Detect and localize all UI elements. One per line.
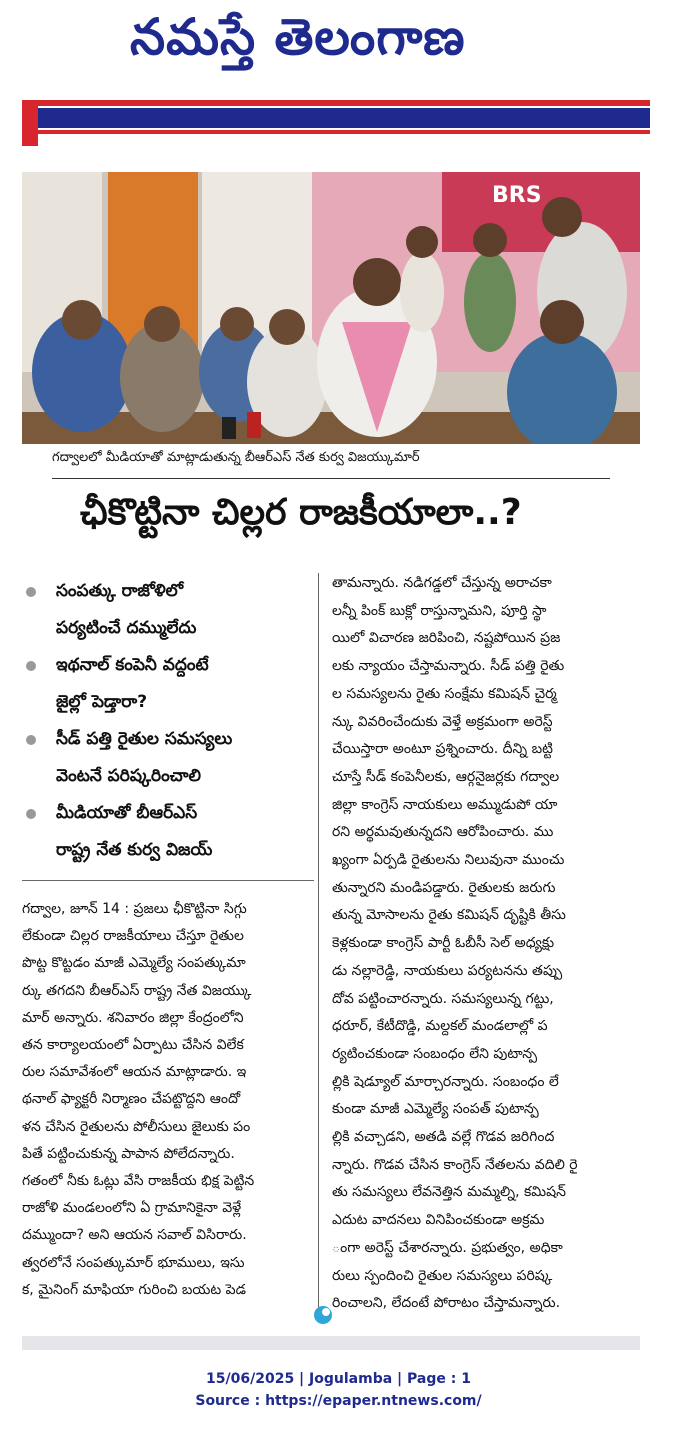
bullet-dot-icon xyxy=(26,587,36,597)
article-line: తున్న మోసాలను రైతు కమిషన్ దృష్టికి తీసు xyxy=(332,907,566,924)
column-divider xyxy=(318,573,319,1313)
article-line: పితే పట్టించుకున్న పాపాన పోలేదన్నారు. xyxy=(22,1145,235,1162)
article-line: డు నల్లారెడ్డి, నాయకులు పర్యటనను తప్పు xyxy=(332,962,563,979)
article-line: తామన్నారు. నడిగడ్డలో చేస్తున్న అరాచకా xyxy=(332,575,552,591)
highlight-item xyxy=(22,795,312,869)
article-line: రించాలని, లేదంటే పోరాటం చేస్తామన్నారు. xyxy=(332,1295,561,1312)
article-line: మార్ అన్నారు. శనివారం జిల్లా కేంద్రంలోని xyxy=(22,1009,244,1026)
article-line: జిల్లా కాంగ్రెస్ నాయకులు అమ్ముడుపో యా xyxy=(332,796,558,813)
highlight-line: ఇథనాల్ కంపెనీ వద్దంటే xyxy=(56,655,209,675)
article-line: తన కార్యాలయంలో ఏర్పాటు చేసిన విలేక xyxy=(22,1037,244,1054)
article-line: ంగా అరెస్ట్ చేశారన్నారు. ప్రభుత్వం, అధికా xyxy=(332,1239,563,1256)
masthead-blue-rule xyxy=(38,108,650,128)
highlight-line: వెంటనే పరిష్కరించాలి xyxy=(56,766,201,786)
footer xyxy=(0,1368,677,1412)
article-line: దమ్ముందా? అని ఆయన సవాల్ విసిరారు. xyxy=(22,1227,247,1244)
highlights-list xyxy=(22,573,312,869)
highlight-line: సంపత్కు రాజోళిలో xyxy=(56,581,184,601)
article-line: తున్నారని మండిపడ్డారు. రైతులకు జరుగు xyxy=(332,879,556,896)
article-line: లన్నీ పింక్ బుక్లో రాస్తున్నామని, పూర్తి స్థా xyxy=(332,602,547,619)
headline: ఛీకొట్టినా చిల్లర రాజకీయాలా..? xyxy=(80,492,522,533)
highlight-item xyxy=(22,721,312,795)
epaper-strip xyxy=(22,1336,640,1350)
article-line: కెళ్లకుండా కాంగ్రెస్ పార్టీ ఓబీసీ సెల్ అధ్యక్షు xyxy=(332,935,555,952)
newspaper-title: నమస్తే తెలంగాణ xyxy=(130,8,466,66)
article-line: ధరూర్, కేటీదొడ్డి, మల్దకల్ మండలాల్లో ప xyxy=(332,1018,548,1035)
bullet-dot-icon xyxy=(26,735,36,745)
bullet-dot-icon xyxy=(26,809,36,819)
article-line: ర్యటించకుండా సంబంధం లేని పుటాన్ప xyxy=(332,1045,538,1062)
article-line: థనాల్ ఫ్యాక్టరీ నిర్మాణం చేపట్టొద్దని ఆందో xyxy=(22,1091,241,1108)
article-line: ల్లికి వచ్చాడని, అతడి వల్లే గొడవ జరిగింద xyxy=(332,1129,555,1146)
article-line: రని అర్థమవుతున్నదని ఆరోపించారు. ము xyxy=(332,824,554,841)
article-line: కుండా మాజీ ఎమ్మెల్యే సంపత్ పుటాన్ప xyxy=(332,1101,539,1118)
highlights-divider xyxy=(22,880,314,881)
article-line: ళన చేసిన రైతులను పోలీసులు జైలుకు పం xyxy=(22,1118,251,1135)
highlight-line: రాష్ట్ర నేత కుర్వ విజయ్ xyxy=(56,840,213,860)
article-body-left xyxy=(22,896,314,1304)
article-line: చూస్తే సీడ్ కంపెనీలకు, ఆర్గనైజర్లకు గద్వాల xyxy=(332,768,560,785)
footer-edition-line: 15/06/2025 | Jogulamba | Page : 1 xyxy=(206,1371,471,1387)
caption-divider xyxy=(52,478,610,479)
article-line: దోవ పట్టించారన్నారు. సమస్యలున్న గట్టు, xyxy=(332,990,554,1007)
news-photo xyxy=(22,172,640,444)
article-line: ఎదుట వాదనలు వినిపించకుండా అక్రమ xyxy=(332,1212,545,1229)
article-line: న్నారు. గొడవ చేసిన కాంగ్రెస్ నేతలను వదిలి రై xyxy=(332,1156,578,1173)
ntnews-logo-icon xyxy=(312,1304,334,1326)
article-line: రాజోళి మండలంలోని ఏ గ్రామానికైనా వెళ్లే xyxy=(22,1200,242,1217)
masthead-red-corner xyxy=(22,100,38,146)
article-line: తు సమస్యలు లేవనెత్తిన మమ్మల్ని, కమిషన్ xyxy=(332,1184,566,1201)
article-line: లకు న్యాయం చేస్తామన్నారు. సీడ్ పత్తి రైతు xyxy=(332,658,565,675)
article-line: గద్వాల, జూన్ 14 : ప్రజలు ఛీకొట్టినా సిగ్గు xyxy=(22,901,247,917)
article-line: త్వరలోనే సంపత్కుమార్ భూములు, ఇసు xyxy=(22,1254,245,1271)
article-line: రుల సమావేశంలో ఆయన మాట్లాడారు. ఇ xyxy=(22,1064,247,1081)
highlight-line: జైల్లో పెడ్తారా? xyxy=(56,692,148,712)
highlight-item xyxy=(22,573,312,647)
highlight-item xyxy=(22,647,312,721)
article-line: న్కు వివరించేందుకు వెళ్తే అక్రమంగా అరెస్ట్ xyxy=(332,713,553,730)
article-line: యిలో విచారణ జరిపించి, నష్టపోయిన ప్రజ xyxy=(332,630,561,647)
masthead xyxy=(0,0,677,150)
highlight-line: పర్యటించే దమ్ములేదు xyxy=(56,618,197,638)
article-body-right xyxy=(332,570,638,1318)
masthead-red-rule-lower xyxy=(22,130,650,134)
article-line: రులు స్పందించి రైతుల సమస్యలు పరిష్క xyxy=(332,1267,553,1284)
masthead-red-rule xyxy=(22,100,650,106)
bullet-dot-icon xyxy=(26,661,36,671)
article-line: క, మైనింగ్ మాఫియా గురించి బయట పెడ xyxy=(22,1281,246,1298)
photo-caption: గద్వాలలో మీడియాతో మాట్లాడుతున్న బీఆర్ఎస్ నేత కుర్వ విజయ్కుమార్ xyxy=(52,450,420,465)
article-line: చేయిస్తారా అంటూ ప్రశ్నించారు. దీన్ని బట్టి xyxy=(332,741,553,758)
article-line: ఖ్యంగా ఏర్పడి రైతులను నిలువునా ముంచు xyxy=(332,852,565,869)
article-line: ల సమస్యలను రైతు సంక్షేమ కమిషన్ చైర్మ xyxy=(332,685,557,702)
article-line: ర్కు తగదని బీఆర్ఎస్ రాష్ట్ర నేత విజయ్కు xyxy=(22,982,252,999)
article-line: పొట్ట కొట్టడం మాజీ ఎమ్మెల్యే సంపత్కుమా xyxy=(22,955,246,972)
footer-source-link[interactable]: Source : https://epaper.ntnews.com/ xyxy=(195,1393,482,1409)
highlight-line: మీడియాతో బీఆర్ఎస్ xyxy=(56,803,198,823)
article-line: లేకుండా చిల్లర రాజకీయాలు చేస్తూ రైతుల xyxy=(22,928,244,945)
brs-banner-text: BRS xyxy=(492,183,542,208)
article-line: గతంలో నీకు ఓట్లు వేసి రాజకీయ భిక్ష పెట్టిన xyxy=(22,1173,255,1190)
highlight-line: సీడ్ పత్తి రైతుల సమస్యలు xyxy=(56,729,233,749)
article-line: ల్లికి షెడ్యూల్ మార్చారన్నారు. సంబంధం లే xyxy=(332,1073,559,1090)
